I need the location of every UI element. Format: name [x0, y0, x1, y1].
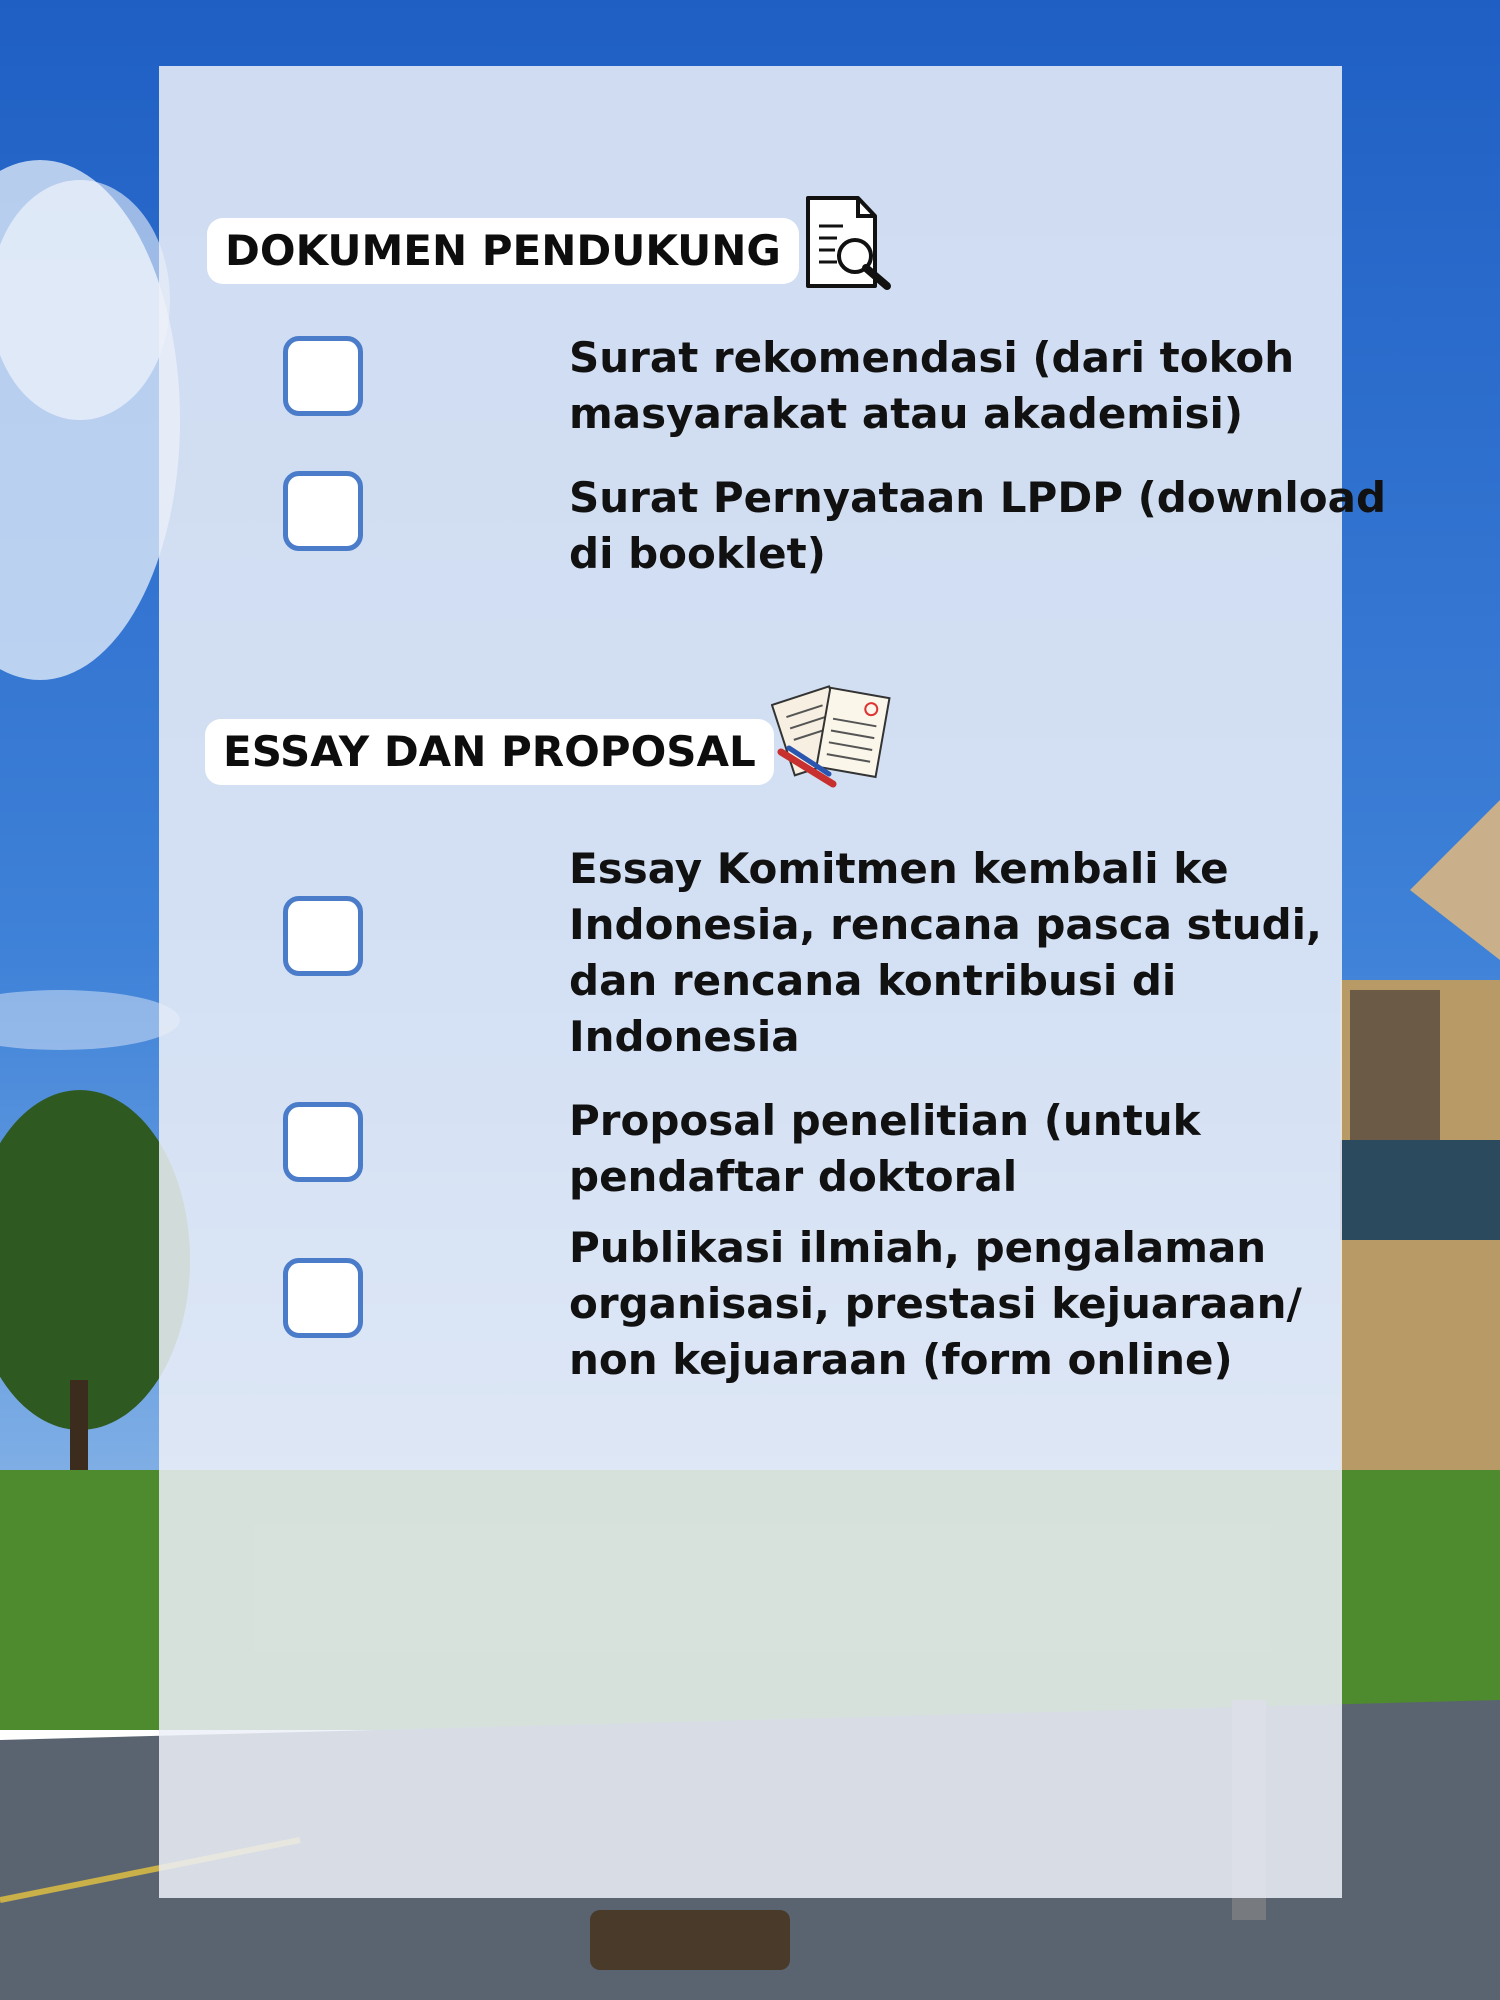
checkbox-surat-rekomendasi[interactable] [283, 336, 363, 416]
papers-pen-icon [771, 678, 899, 790]
section-title-text: ESSAY DAN PROPOSAL [223, 727, 756, 776]
section-title-essay-dan-proposal [205, 719, 774, 785]
section-title-text: DOKUMEN PENDUKUNG [225, 226, 781, 275]
item-essay-komitmen: Essay Komitmen kembali ke Indonesia, rencana pasca studi, dan rencana kontribusi di Indonesia [569, 844, 1323, 1061]
checkbox-surat-pernyataan[interactable] [283, 471, 363, 551]
checkbox-essay-komitmen[interactable] [283, 896, 363, 976]
item-publikasi-ilmiah: Publikasi ilmiah, pengalaman organisasi, prestasi kejuaraan/ non kejuaraan (form online) [569, 1223, 1302, 1384]
item-surat-pernyataan: Surat Pernyataan LPDP (download di booklet) [569, 473, 1387, 578]
item-proposal-penelitian: Proposal penelitian (untuk pendaftar doktoral [569, 1096, 1201, 1201]
checkbox-publikasi-ilmiah[interactable] [283, 1258, 363, 1338]
checklist-panel [159, 66, 1387, 1898]
document-search-icon [803, 194, 903, 294]
item-surat-rekomendasi: Surat rekomendasi (dari tokoh masyarakat atau akademisi) [569, 333, 1295, 438]
section-title-dokumen-pendukung [207, 218, 799, 284]
checkbox-proposal-penelitian[interactable] [283, 1102, 363, 1182]
